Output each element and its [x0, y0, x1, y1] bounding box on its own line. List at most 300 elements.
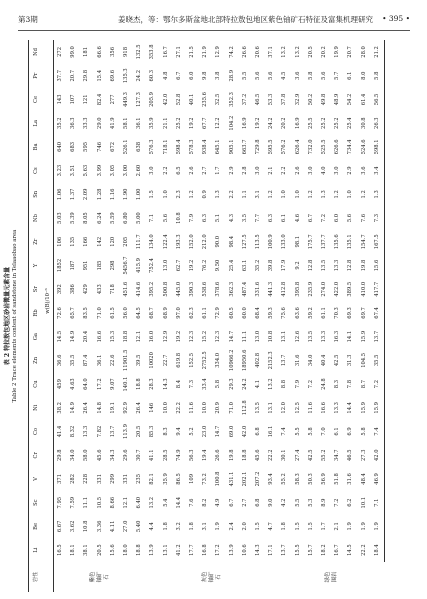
table-cell: 683 — [70, 141, 77, 152]
table-cell: 24.2 — [268, 117, 275, 129]
table-cell: 18.8 — [123, 330, 130, 343]
table-cell: 193.3 — [175, 234, 182, 250]
table-cell: 9.2 — [294, 261, 301, 270]
table-cell: 20.6 — [255, 46, 262, 58]
table-cell: 5.8 — [215, 379, 222, 389]
table-cell: 62.7 — [175, 259, 182, 272]
table-cell: 205.9 — [149, 92, 156, 107]
table-cell: 16.9 — [294, 117, 301, 129]
table-cell: 938.4 — [202, 139, 209, 155]
table-cell: 7.0 — [321, 427, 328, 436]
table-cell: 34.0 — [307, 354, 314, 367]
table-cell: 42.5 — [334, 354, 341, 367]
table-cell: 7.4 — [281, 427, 288, 436]
table-cell: 30.8 — [360, 117, 367, 129]
rotated-table-block — [2, 40, 421, 592]
table-cell: 487.4 — [241, 281, 248, 297]
table-cell: 45.6 — [96, 449, 103, 461]
table-cell: 524.6 — [360, 139, 367, 155]
column-header: Ce — [29, 88, 44, 112]
table-cell: 6.9 — [347, 427, 354, 436]
table-cell: 10.8 — [268, 330, 275, 343]
table-cell: 56.3 — [189, 449, 196, 461]
table-cell: 11901.5 — [123, 349, 130, 372]
table-cell: 15.2 — [202, 330, 209, 343]
table-cell: 3.8 — [215, 71, 222, 80]
table-cell: 2.0 — [241, 522, 248, 531]
table-cell: 422.0 — [334, 281, 341, 297]
group-label-text: 绿色围岩 — [324, 571, 338, 583]
table-cell: 34.3 — [109, 449, 116, 461]
table-row — [265, 40, 278, 592]
table-cell: 16.7 — [334, 544, 341, 556]
group-label — [278, 562, 384, 592]
table-cell: 37.2 — [241, 93, 248, 106]
table-cell: 33.4 — [202, 378, 209, 390]
column-header: La — [29, 111, 44, 135]
table-cell: 15.9 — [360, 330, 367, 343]
table-cell: 9.50 — [215, 259, 222, 272]
table-row — [199, 40, 212, 592]
table-row — [318, 40, 331, 592]
group-label — [146, 562, 278, 592]
table-cell: 7.2 — [371, 372, 385, 396]
table-cell: 7.3 — [189, 379, 196, 389]
table-cell: 526.1 — [123, 139, 130, 155]
table-row — [371, 40, 385, 592]
table-cell: 10.0 — [162, 402, 169, 414]
table-cell: 98.4 — [228, 235, 235, 248]
table-cell: 3.6 — [294, 71, 301, 80]
table-cell: 13.1 — [281, 330, 288, 343]
table-cell: 2.6 — [294, 166, 301, 175]
table-row — [278, 40, 291, 592]
table-cell: 598.1 — [371, 135, 385, 159]
table-cell: 22.2 — [268, 449, 275, 461]
table-row — [226, 40, 239, 592]
table-row — [80, 40, 93, 592]
table-cell: 1.3 — [215, 190, 222, 199]
table-cell: 42.0 — [371, 443, 385, 467]
table-cell: 87.4 — [83, 354, 90, 367]
table-cell: 5.2 — [189, 427, 196, 436]
table-cell: 69.7 — [360, 307, 367, 319]
table-cell: 137.7 — [321, 234, 328, 250]
table-cell: 31.3 — [347, 354, 354, 367]
table-cell: 14.5 — [57, 330, 63, 343]
table-cell: 277 — [109, 94, 116, 105]
table-cell: 7.1 — [371, 491, 385, 515]
table-unit: w(B)/10⁻⁶ — [43, 40, 54, 562]
table-cell: 5.6 — [321, 71, 328, 80]
table-cell: 6.7 — [175, 71, 182, 80]
table-cell: 1.3 — [321, 190, 328, 199]
table-cell: 13.3 — [83, 425, 90, 438]
table-cell: 15.6 — [109, 544, 116, 556]
column-header: Zn — [29, 348, 44, 372]
table-cell: 63.1 — [241, 259, 248, 272]
table-cell: 17.1 — [268, 544, 275, 556]
table-cell: 441.3 — [268, 281, 275, 297]
table-cell: 1.5 — [255, 522, 262, 531]
column-header: Ga — [29, 325, 44, 349]
table-cell: 41.4 — [57, 425, 63, 438]
table-cell: 12.3 — [215, 330, 222, 343]
table-cell: 331 — [96, 473, 103, 484]
table-cell: 525.5 — [321, 139, 328, 155]
table-cell: 17.2 — [215, 544, 222, 556]
table-cell: 55.2 — [281, 473, 288, 485]
table-cell: 56.5 — [371, 88, 385, 112]
table-row — [358, 40, 371, 592]
table-cell: 25.4 — [347, 117, 354, 129]
table-cell: 5.8 — [360, 427, 367, 436]
table-cell: 595.5 — [268, 139, 275, 155]
table-cell: 4.2 — [281, 498, 288, 507]
table-cell: 17.7 — [189, 544, 196, 556]
table-cell: 3.4 — [371, 159, 385, 183]
table-cell: 19.9 — [334, 46, 341, 58]
table-cell: 20.5 — [136, 425, 143, 438]
table-cell: 4.7 — [268, 522, 275, 531]
table-cell: 92.9 — [123, 402, 130, 414]
table-cell: 3.0 — [334, 166, 341, 175]
table-cell: 2.09 — [83, 188, 90, 201]
table-cell: 26.3 — [371, 111, 385, 135]
table-cell: 61.1 — [202, 307, 209, 319]
table-cell: 154.7 — [360, 234, 367, 250]
table-cell: 20.9 — [215, 402, 222, 414]
table-cell: 26.4 — [136, 402, 143, 414]
table-cell: 82.1 — [149, 473, 156, 485]
table-cell: 25.2 — [175, 117, 182, 129]
table-cell: 13.3 — [334, 259, 341, 272]
table-row — [107, 40, 120, 592]
trace-element-table — [28, 40, 385, 592]
table-cell: 7.2 — [321, 213, 328, 223]
table-cell: 8.3 — [162, 427, 169, 436]
table-cell: 12.1 — [123, 496, 130, 509]
table-cell: 235.6 — [202, 92, 209, 107]
table-row — [173, 40, 186, 592]
table-cell: 61.5 — [109, 307, 116, 319]
table-cell: 187 — [70, 260, 77, 271]
table-cell: 13.0 — [162, 259, 169, 272]
table-cell: 100.8 — [215, 471, 222, 487]
table-cell: 6.1 — [334, 427, 341, 436]
column-header: Cr — [29, 443, 44, 467]
table-cell: 1.5 — [149, 190, 156, 199]
table-cell: 97.0 — [175, 307, 182, 319]
table-row — [239, 40, 252, 592]
table-cell: 13.3 — [321, 330, 328, 343]
table-cell: 13.9 — [149, 544, 156, 556]
table-cell: 7.6 — [189, 498, 196, 507]
table-cell: 14.7 — [228, 330, 235, 343]
table-cell: 38.1 — [83, 544, 90, 556]
table-cell: 28.3 — [149, 378, 156, 390]
table-cell: 127.5 — [241, 234, 248, 250]
table-cell: 46.9 — [371, 467, 385, 491]
table-cell: 135.3 — [123, 68, 130, 84]
table-cell: 13.7 — [371, 325, 385, 349]
column-header: Rb — [29, 301, 44, 325]
table-cell: 35.5 — [371, 348, 385, 372]
table-cell: 16.9 — [241, 117, 248, 129]
table-cell: 29.6 — [123, 449, 130, 461]
table-cell: 46.5 — [255, 93, 262, 106]
table-header-row — [29, 40, 44, 592]
table-cell: 395.2 — [149, 281, 156, 297]
table-cell: 18950.6 — [241, 349, 248, 372]
table-cell: 5.1 — [215, 213, 222, 223]
table-cell: 127.3 — [136, 92, 143, 107]
table-cell: 5.6 — [255, 71, 262, 80]
table-cell: 1.0 — [347, 190, 354, 199]
table-cell: 13.7 — [109, 425, 116, 438]
table-cell: 4.8 — [162, 71, 169, 80]
table-cell: 645.1 — [215, 139, 222, 155]
table-cell: 1.06 — [57, 188, 63, 201]
table-cell: 20.5 — [96, 544, 103, 556]
table-cell: 6.3 — [268, 213, 275, 223]
table-cell: 90.0 — [215, 235, 222, 248]
table-cell: 39.5 — [136, 354, 143, 367]
table-row — [160, 40, 173, 592]
table-cell: 104.5 — [360, 352, 367, 368]
table-cell: 6.0 — [334, 213, 341, 223]
table-cell: 1.28 — [96, 188, 103, 201]
column-header-lithology: 岩性 — [29, 562, 44, 592]
table-cell: 10.6 — [241, 544, 248, 556]
table-cell: 18.1 — [70, 544, 77, 556]
table-cell: 2152.3 — [268, 351, 275, 370]
table-cell: 5.5 — [294, 427, 301, 436]
table-cell: 21.9 — [202, 46, 209, 58]
table-cell: 40.1 — [189, 93, 196, 106]
table-cell: 142 — [96, 236, 103, 247]
table-cell: 2.1 — [268, 166, 275, 175]
table-cell: 5.03 — [57, 212, 63, 224]
table-cell: 22.2 — [175, 402, 182, 414]
table-cell: 28.5 — [162, 449, 169, 461]
table-cell: 7.9 — [189, 213, 196, 223]
table-cell: 918 — [123, 46, 130, 57]
table-cell: 112.8 — [241, 400, 248, 416]
table-cell: 19.8 — [228, 449, 235, 461]
table-cell: 152.0 — [189, 234, 196, 250]
table-cell: 412.8 — [281, 281, 288, 297]
table-cell: 22.7 — [162, 354, 169, 367]
table-cell: 12.2 — [215, 117, 222, 129]
table-cell: 8.9 — [321, 498, 328, 507]
table-cell: 8.7 — [360, 379, 367, 389]
table-cell: 2.8 — [241, 166, 248, 175]
table-cell: 19.2 — [255, 117, 262, 129]
table-cell: 1852 — [57, 258, 63, 273]
table-cell: 6.24 — [96, 212, 103, 224]
table-row — [186, 40, 199, 592]
table-cell: 1.5 — [294, 522, 301, 531]
table-cell: 1.2 — [360, 190, 367, 199]
table-cell: 12.9 — [215, 46, 222, 58]
table-cell: 167.5 — [371, 230, 385, 254]
table-cell: 402.8 — [255, 352, 262, 368]
table-cell: 5.6 — [162, 213, 169, 223]
table-cell: 49.8 — [321, 93, 328, 106]
table-cell: 6.40 — [136, 496, 143, 509]
table-cell: 20.2 — [281, 117, 288, 129]
table-cell: 29.8 — [57, 449, 63, 461]
table-cell: 29.0 — [96, 117, 103, 129]
table-cell: 104.2 — [228, 115, 235, 131]
table-cell: 207.2 — [255, 471, 262, 487]
table-cell: 40.4 — [321, 354, 328, 367]
column-header: Pr — [29, 64, 44, 88]
table-cell: 672 — [109, 141, 116, 152]
table-row — [120, 40, 133, 592]
table-cell: 11.1 — [83, 496, 90, 509]
table-cell: 8.0 — [360, 71, 367, 80]
table-cell: 5.6 — [347, 213, 354, 223]
group-label-text: 灰色铀矿石 — [201, 571, 222, 583]
table-cell: 626.6 — [334, 139, 341, 155]
table-cell: 7.8 — [347, 379, 354, 389]
table-cell: 25.4 — [228, 259, 235, 272]
table-cell: 63.6 — [294, 307, 301, 319]
table-body — [54, 40, 385, 592]
column-header: Zr — [29, 230, 44, 254]
table-cell: 14.4 — [175, 496, 182, 509]
table-cell: 16.8 — [202, 544, 209, 556]
table-cell: 48.9 — [334, 93, 341, 106]
table-cell: 8.3 — [334, 379, 341, 389]
table-cell: 2.9 — [228, 166, 235, 175]
table-cell: 56.9 — [321, 473, 328, 485]
column-header: Be — [29, 515, 44, 539]
table-cell: 10.1 — [360, 496, 367, 509]
table-cell: 61.4 — [360, 93, 367, 106]
table-cell: 42.0 — [241, 425, 248, 438]
table-cell: 2.6 — [189, 166, 196, 175]
table-cell: 48.4 — [360, 473, 367, 485]
table-cell: 68.9 — [162, 307, 169, 319]
table-cell: 175.7 — [307, 234, 314, 250]
table-row — [331, 40, 344, 592]
table-cell: 58.1 — [123, 117, 130, 129]
table-cell: 500.8 — [162, 281, 169, 297]
table-cell: 16.1 — [268, 425, 275, 438]
table-cell: 1.8 — [281, 522, 288, 531]
table-cell: 5.3 — [307, 498, 314, 507]
column-header: Ba — [29, 135, 44, 159]
table-cell: 18.0 — [123, 544, 130, 556]
table-cell: 13.2 — [268, 378, 275, 390]
table-cell: 6.80 — [123, 212, 130, 224]
table-cell: 7.2 — [307, 379, 314, 389]
table-cell: 429 — [83, 284, 90, 295]
table-cell: 64.0 — [83, 378, 90, 390]
table-cell: 32.5 — [215, 93, 222, 106]
table-cell: 205 — [123, 236, 130, 247]
table-cell: 67.7 — [202, 117, 209, 129]
table-cell: 3.5 — [241, 213, 248, 223]
table-cell: 4.0 — [321, 166, 328, 175]
table-cell: 386 — [70, 284, 77, 295]
table-cell: 34.7 — [334, 449, 341, 461]
table-cell: 31.6 — [347, 473, 354, 485]
table-cell: 28.9 — [228, 69, 235, 82]
table-cell: 13.5 — [255, 402, 262, 414]
table-cell: 2.60 — [136, 164, 143, 177]
table-cell: 19.2 — [189, 259, 196, 272]
table-cell: 14.7 — [215, 425, 222, 438]
table-cell: 6.7 — [307, 213, 314, 223]
table-cell: 14.9 — [70, 330, 77, 343]
table-cell: 67.4 — [371, 301, 385, 325]
table-cell: 4.6 — [294, 213, 301, 223]
table-cell: 7.3 — [371, 206, 385, 230]
table-cell: 20.2 — [321, 46, 328, 58]
table-cell: 9.4 — [175, 427, 182, 436]
table-cell: 3.51 — [70, 164, 77, 177]
table-cell: 228 — [83, 473, 90, 484]
table-cell: 24.2 — [241, 378, 248, 390]
table-cell: 3.0 — [307, 166, 314, 175]
table-cell: 5.5 — [294, 498, 301, 507]
table-cell: 1.2 — [268, 190, 275, 199]
table-cell: 11.6 — [189, 402, 196, 414]
table-cell: 58.0 — [83, 449, 90, 461]
table-cell: 1.37 — [70, 188, 77, 201]
table-cell: 9.8 — [202, 71, 209, 80]
column-header: Sn — [29, 182, 44, 206]
table-cell: 212.0 — [202, 234, 209, 250]
table-cell: 4.63 — [70, 378, 77, 390]
table-cell: 202.1 — [241, 471, 248, 487]
table-cell: 3.2 — [175, 522, 182, 531]
table-cell: 10020 — [149, 352, 156, 369]
table-cell: 5.8 — [371, 64, 385, 88]
table-cell: 1.9 — [371, 515, 385, 539]
table-cell: 3.62 — [70, 520, 77, 533]
table-cell: 20.5 — [307, 46, 314, 58]
table-cell: 2752.5 — [202, 351, 209, 370]
table-cell: 331.6 — [255, 281, 262, 297]
table-cell: 8.2 — [202, 498, 209, 507]
table-cell: 10966.2 — [228, 349, 235, 372]
table-cell: 1.2 — [307, 190, 314, 199]
table-cell: 1.0 — [162, 190, 169, 199]
table-cell: 17.9 — [281, 259, 288, 272]
table-cell: 27.4 — [294, 449, 301, 461]
table-cell: 37.1 — [268, 46, 275, 58]
table-cell: 5.7 — [334, 71, 341, 80]
table-cell: 299 — [109, 473, 116, 484]
column-header: Nb — [29, 206, 44, 230]
table-cell: 111.7 — [136, 234, 143, 250]
table-cell: 58.3 — [294, 473, 301, 485]
table-cell: 68.7 — [149, 307, 156, 319]
table-cell: 7.59 — [70, 496, 77, 509]
column-header: Cs — [29, 159, 44, 183]
table-row — [212, 40, 225, 592]
table-cell: 5.6 — [268, 71, 275, 80]
table-cell: 752.4 — [149, 258, 156, 273]
table-cell: 6.8 — [255, 498, 262, 507]
table-cell: 132.5 — [136, 44, 143, 60]
table-cell: 298 — [109, 260, 116, 271]
